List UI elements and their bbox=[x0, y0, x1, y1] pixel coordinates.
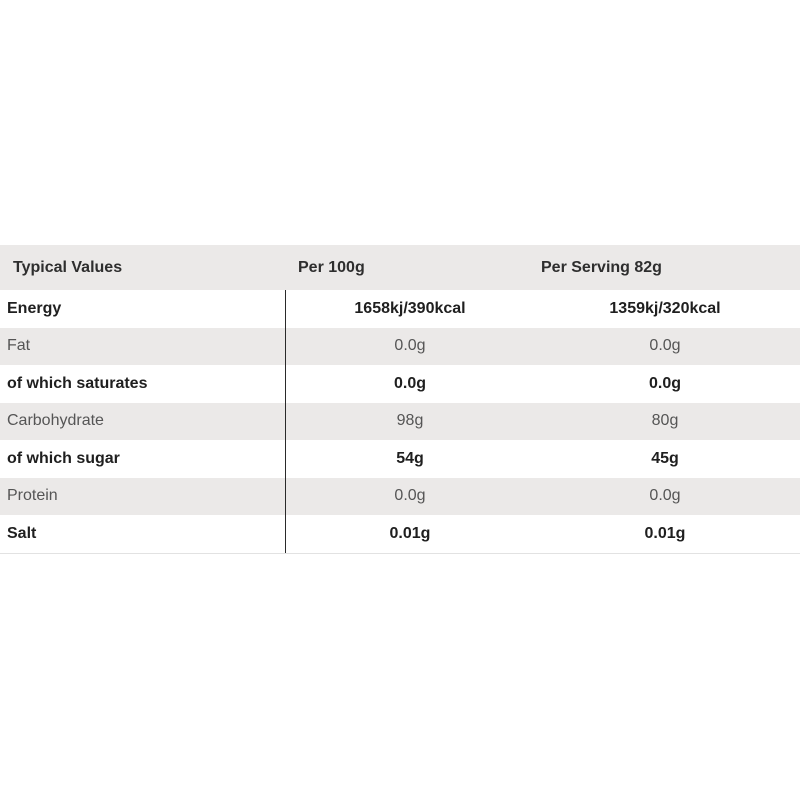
row-label: Energy bbox=[0, 290, 286, 328]
table-row-carbohydrate bbox=[0, 403, 800, 441]
row-per-serving-value: 45g bbox=[651, 449, 679, 467]
table-row-sugar bbox=[0, 440, 800, 478]
row-label: Salt bbox=[0, 515, 286, 553]
row-label: Protein bbox=[0, 478, 286, 516]
row-label: Fat bbox=[0, 328, 286, 366]
table-header bbox=[0, 245, 800, 290]
table-bottom-border bbox=[0, 553, 800, 554]
row-per-serving-value: 0.0g bbox=[649, 487, 681, 505]
row-per-serving-value: 0.0g bbox=[649, 337, 681, 355]
row-per-serving-value: 0.01g bbox=[644, 524, 686, 542]
table-row-fat bbox=[0, 328, 800, 366]
row-label: of which saturates bbox=[0, 365, 286, 403]
row-label: Carbohydrate bbox=[0, 403, 286, 441]
table-row-salt bbox=[0, 515, 800, 553]
row-per-serving-value: 80g bbox=[651, 412, 679, 430]
row-label: of which sugar bbox=[0, 440, 286, 478]
row-per-100g-value: 1658kj/390kcal bbox=[354, 299, 466, 317]
table-row-protein bbox=[0, 478, 800, 516]
table-row-saturates bbox=[0, 365, 800, 403]
nutrition-table bbox=[0, 245, 800, 554]
row-per-100g-value: 0.0g bbox=[394, 487, 426, 505]
header-per-serving: Per Serving 82g bbox=[541, 258, 662, 276]
row-per-100g-value: 54g bbox=[396, 449, 424, 467]
row-per-100g-value: 0.0g bbox=[393, 374, 426, 392]
header-typical-values: Typical Values bbox=[13, 258, 123, 276]
row-per-serving-value: 1359kj/320kcal bbox=[609, 299, 721, 317]
table-row-energy bbox=[0, 290, 800, 328]
header-per-100g: Per 100g bbox=[298, 258, 365, 276]
row-per-100g-value: 0.0g bbox=[394, 337, 426, 355]
row-per-serving-value: 0.0g bbox=[648, 374, 681, 392]
row-per-100g-value: 0.01g bbox=[389, 524, 431, 542]
row-per-100g-value: 98g bbox=[396, 412, 424, 430]
